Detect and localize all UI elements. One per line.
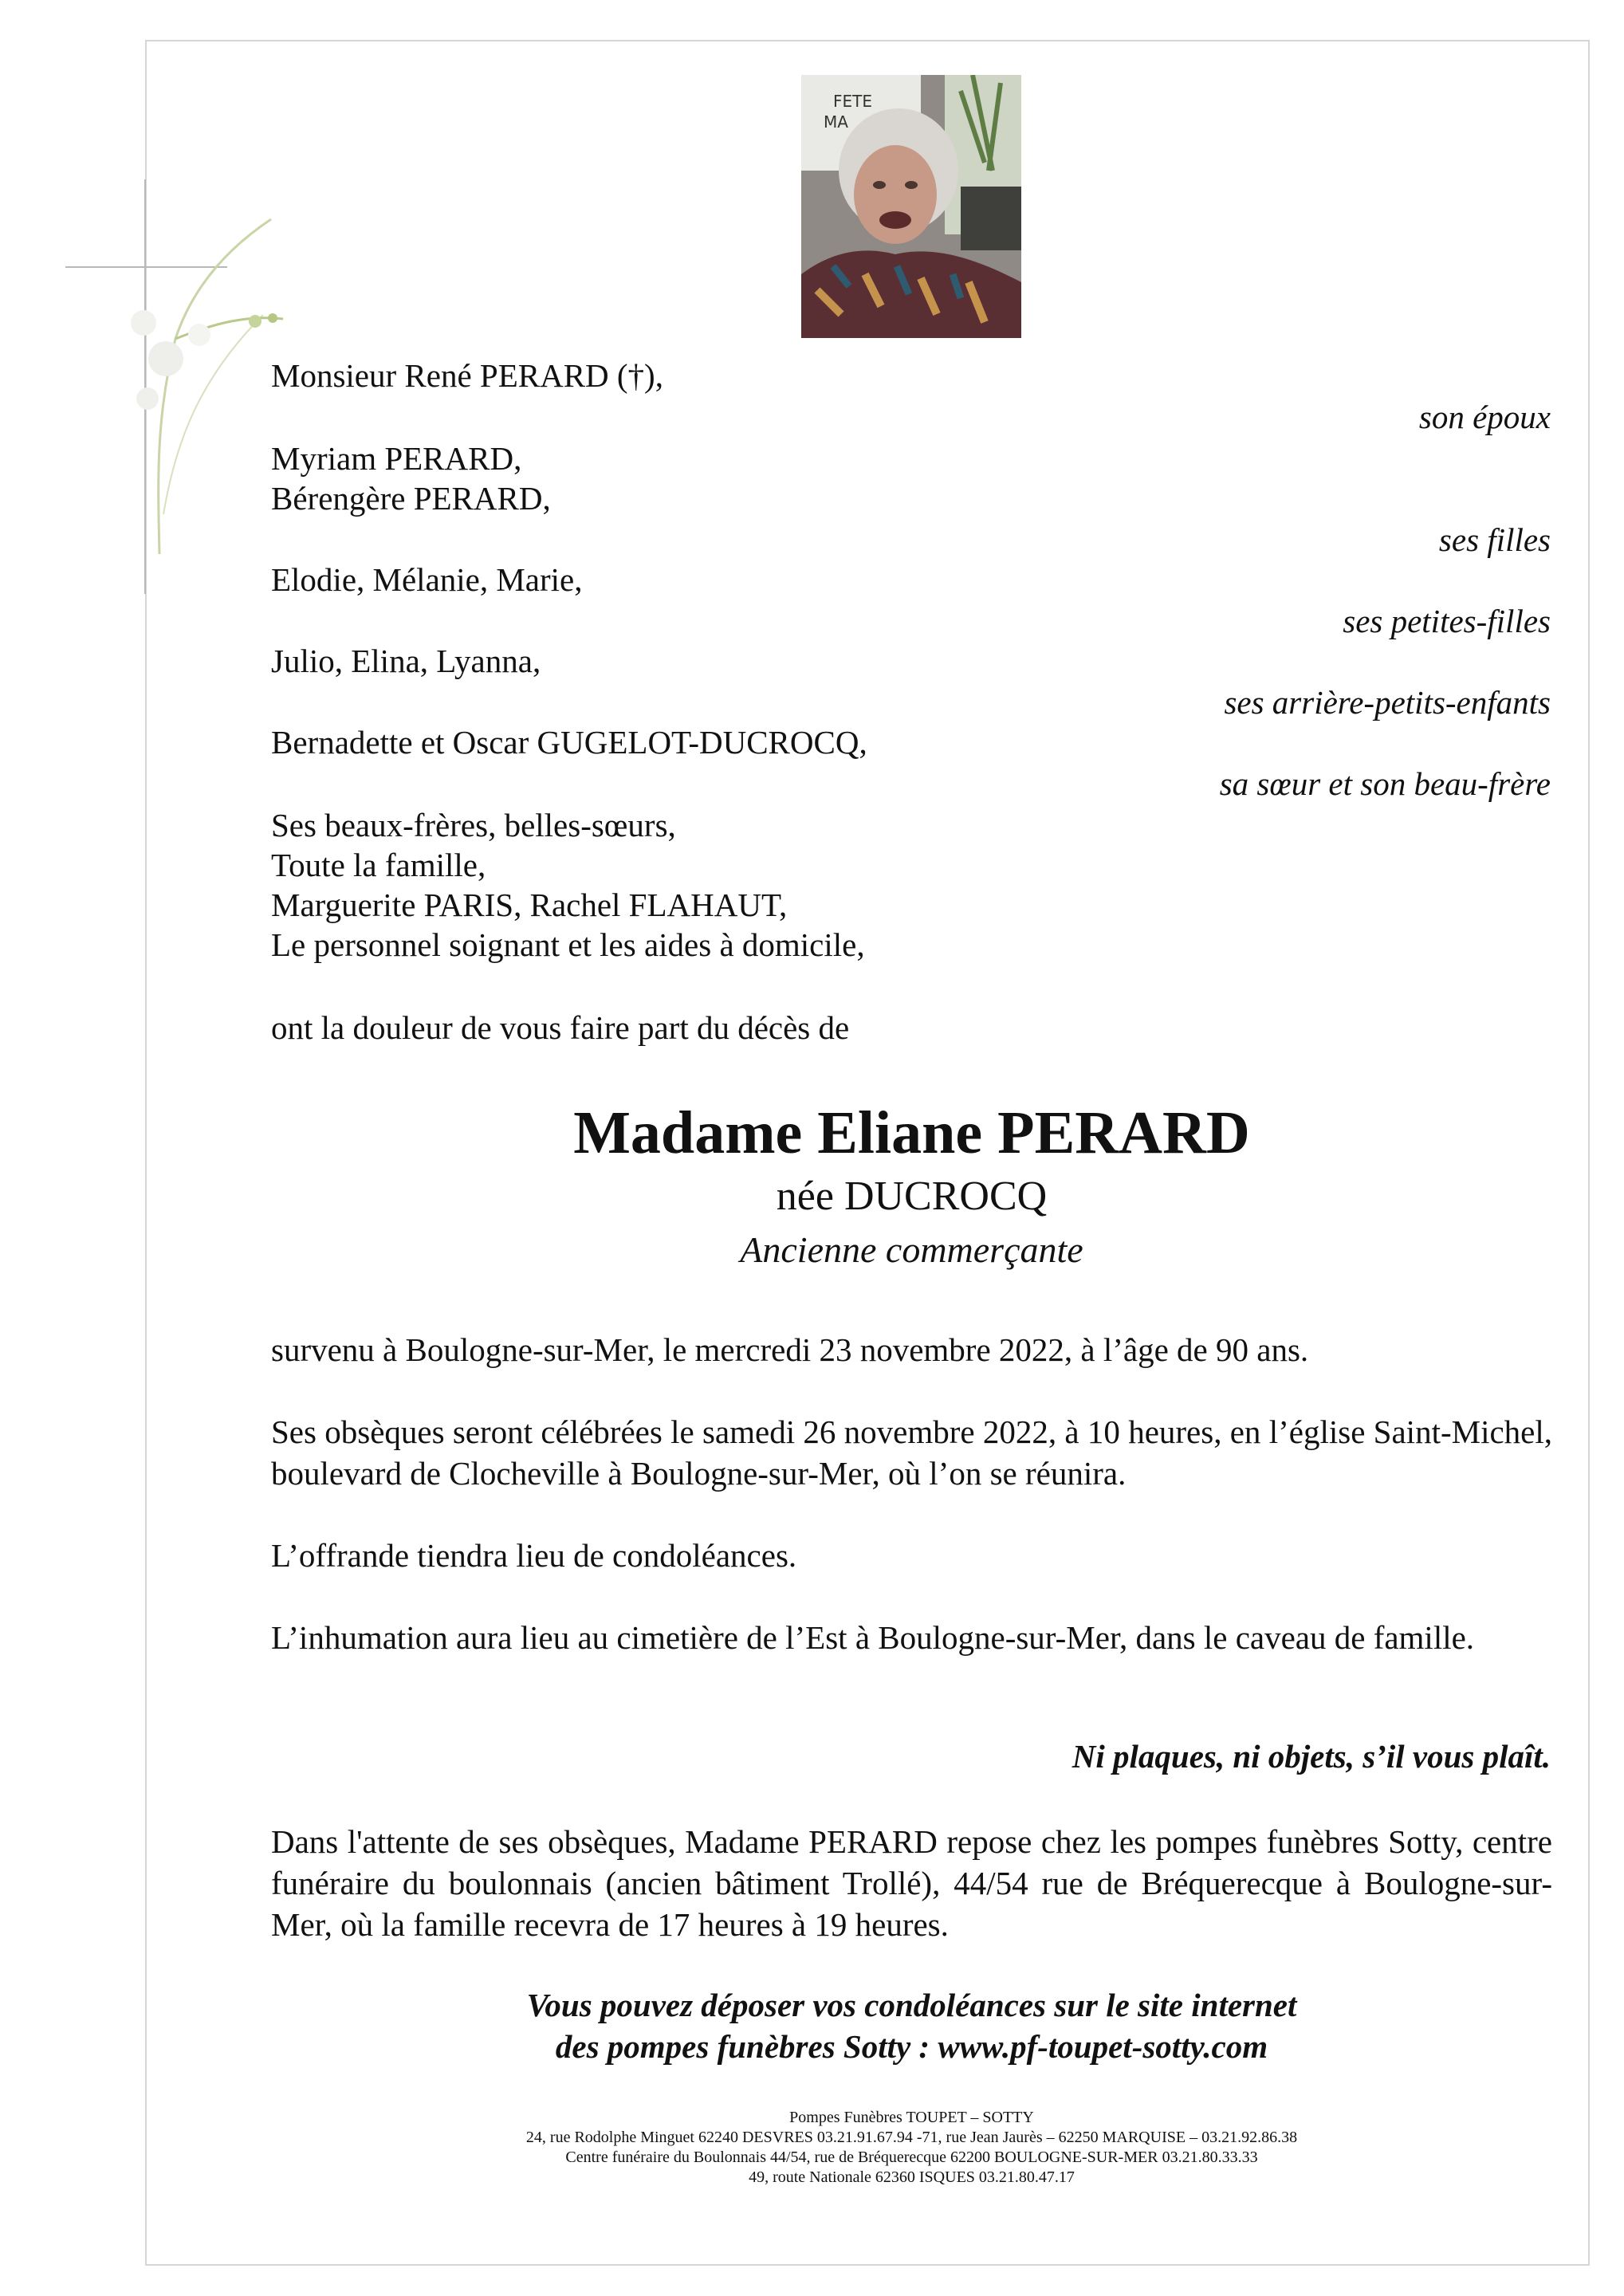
footer-address: 24, rue Rodolphe Minguet 62240 DESVRES 03.21.91.67.94 -71, rue Jean Jaurès – 62250 MARQUISE – 03.21.92.86.38 <box>525 2129 1298 2146</box>
relation-label: ses arrière-petits-enfants <box>1224 684 1551 721</box>
footer-address: 49, route Nationale 62360 ISQUES 03.21.80.47.17 <box>749 2168 1075 2186</box>
photo-sign-line2: MA <box>824 112 848 132</box>
family-member-line: Myriam PERARD, <box>271 440 522 477</box>
condolences-website-line1: Vous pouvez déposer vos condoléances sur le site internet <box>526 1987 1297 2023</box>
burial-paragraph: L’inhumation aura lieu au cimetière de l’Est à Boulogne-sur-Mer, dans le caveau de famille. <box>271 1619 1475 1656</box>
offering-paragraph: L’offrande tiendra lieu de condoléances. <box>271 1537 797 1574</box>
condolences-website-line2: des pompes funèbres Sotty : www.pf-toupet-sotty.com <box>555 2028 1268 2065</box>
family-member-line: Julio, Elina, Lyanna, <box>271 643 541 679</box>
others-line: Marguerite PARIS, Rachel FLAHAUT, <box>271 887 788 923</box>
photo-sign-line1: FETE <box>833 92 872 111</box>
family-member-line: Bérengère PERARD, <box>271 480 551 517</box>
relation-label: ses filles <box>1438 521 1551 558</box>
relation-label: ses petites-filles <box>1343 603 1551 639</box>
footer-company: Pompes Funèbres TOUPET – SOTTY <box>789 2109 1034 2126</box>
family-member-line: Bernadette et Oscar GUGELOT-DUCROCQ, <box>271 724 867 761</box>
maiden-name: née DUCROCQ <box>776 1174 1048 1219</box>
portrait-photo <box>801 75 1021 338</box>
deceased-name: Madame Eliane PERARD <box>573 1099 1250 1166</box>
cross-orchid-icon <box>64 179 303 594</box>
no-flowers-request: Ni plaques, ni objets, s’il vous plaît. <box>1072 1738 1551 1775</box>
relation-label: sa sœur et son beau-frère <box>1219 765 1551 802</box>
others-line: Le personnel soignant et les aides à domicile, <box>271 926 865 963</box>
announcement: ont la douleur de vous faire part du décès de <box>271 1009 850 1046</box>
occupation: Ancienne commerçante <box>740 1229 1083 1270</box>
family-member-line: Monsieur René PERARD (†), <box>271 357 663 394</box>
footer-address: Centre funéraire du Boulonnais 44/54, rue de Bréquerecque 62200 BOULOGNE-SUR-MER 03.21.80.33.33 <box>565 2149 1258 2166</box>
relation-label: son époux <box>1418 399 1551 435</box>
rest-paragraph: Dans l'attente de ses obsèques, Madame PERARD repose chez les pompes funèbres Sotty, centre funéraire du boulonnais (ancien bâtiment Trollé), 44/54 rue de Bréquerecque à Boulogne-sur-Mer, où la famille recevra de 17 heures à 19 heures. <box>271 1823 1552 1943</box>
family-member-line: Elodie, Mélanie, Marie, <box>271 561 583 598</box>
others-line: Ses beaux-frères, belles-sœurs, <box>271 807 676 843</box>
death-notice: survenu à Boulogne-sur-Mer, le mercredi 23 novembre 2022, à l’âge de 90 ans. <box>271 1331 1309 1368</box>
funeral-paragraph: Ses obsèques seront célébrées le samedi 26 novembre 2022, à 10 heures, en l’église Saint-Michel, boulevard de Clocheville à Boulogne-sur-Mer, où l’on se réunira. <box>271 1413 1552 1492</box>
others-line: Toute la famille, <box>271 847 486 883</box>
